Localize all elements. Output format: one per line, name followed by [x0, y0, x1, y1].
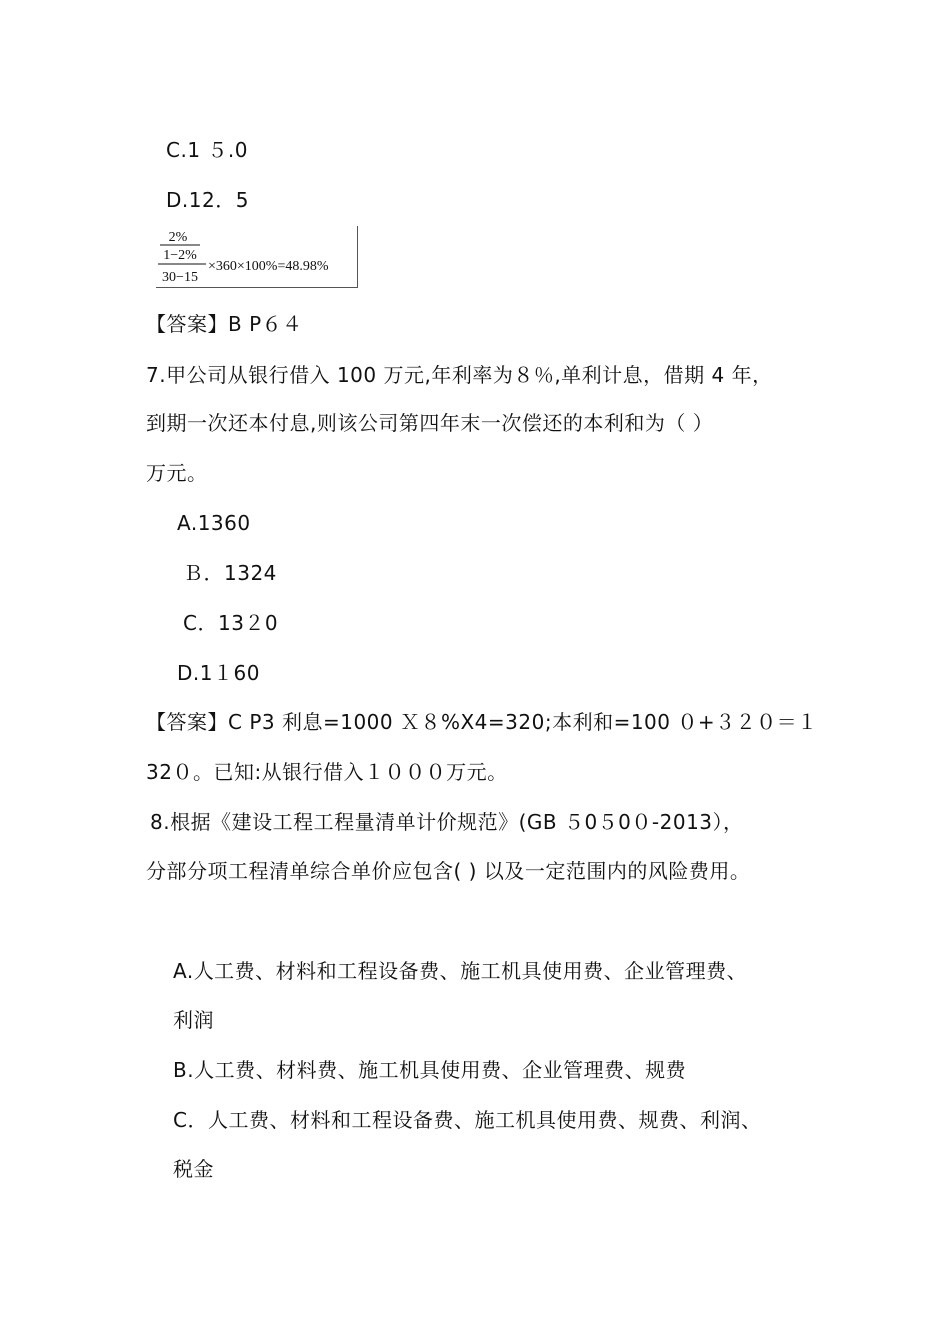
q7-option-a: A.1360 — [177, 511, 251, 535]
q8-option-a-line-2: 利润 — [173, 1008, 214, 1032]
q8-option-a-line-1: A.人工费、材料和工程设备费、施工机具使用费、企业管理费、 — [173, 959, 748, 983]
q7-answer-line-2: 32０。已知:从银行借入１０００万元。 — [146, 760, 508, 784]
question-7-line-2: 到期一次还本付息,则该公司第四年末一次偿还的本利和为（ ） — [146, 411, 714, 435]
question-7-line-1: 7.甲公司从银行借入 100 万元,年利率为８％,单利计息，借期 4 年， — [146, 363, 773, 387]
q8-option-c-line-2: 税金 — [173, 1157, 214, 1181]
q7-option-b: Ｂ．1324 — [183, 561, 277, 585]
option-d-prev: D.12．5 — [166, 188, 249, 212]
formula-num-bottom: 1−2% — [163, 248, 197, 263]
formula-result: ×360×100%=48.98% — [208, 259, 329, 274]
question-8-line-1: 8.根据《建设工程工程量清单计价规范》(GB ５0５0０-2013）， — [150, 810, 744, 834]
q8-option-c-line-1: C．人工费、材料和工程设备费、施工机具使用费、规费、利润、 — [173, 1108, 762, 1132]
q8-option-b: B.人工费、材料费、施工机具使用费、企业管理费、规费 — [173, 1058, 687, 1082]
q7-answer-line-1: 【答案】C P3 利息=1000 Ｘ８%X4=320;本利和=100 ０+３２０＝１ — [146, 710, 818, 734]
q7-option-c: C．13２0 — [183, 611, 279, 635]
option-c-prev: C.1 ５.0 — [166, 138, 248, 162]
q7-option-d: D.1１60 — [177, 661, 260, 685]
question-7-line-3: 万元。 — [146, 461, 208, 485]
question-8-line-2: 分部分项工程清单综合单价应包含( ) 以及一定范围内的风险费用。 — [146, 859, 751, 883]
formula-denominator: 30−15 — [162, 270, 198, 285]
formula-image — [156, 226, 358, 288]
formula-num-top: 2% — [168, 230, 188, 245]
answer-prev: 【答案】B P６４ — [146, 312, 303, 336]
